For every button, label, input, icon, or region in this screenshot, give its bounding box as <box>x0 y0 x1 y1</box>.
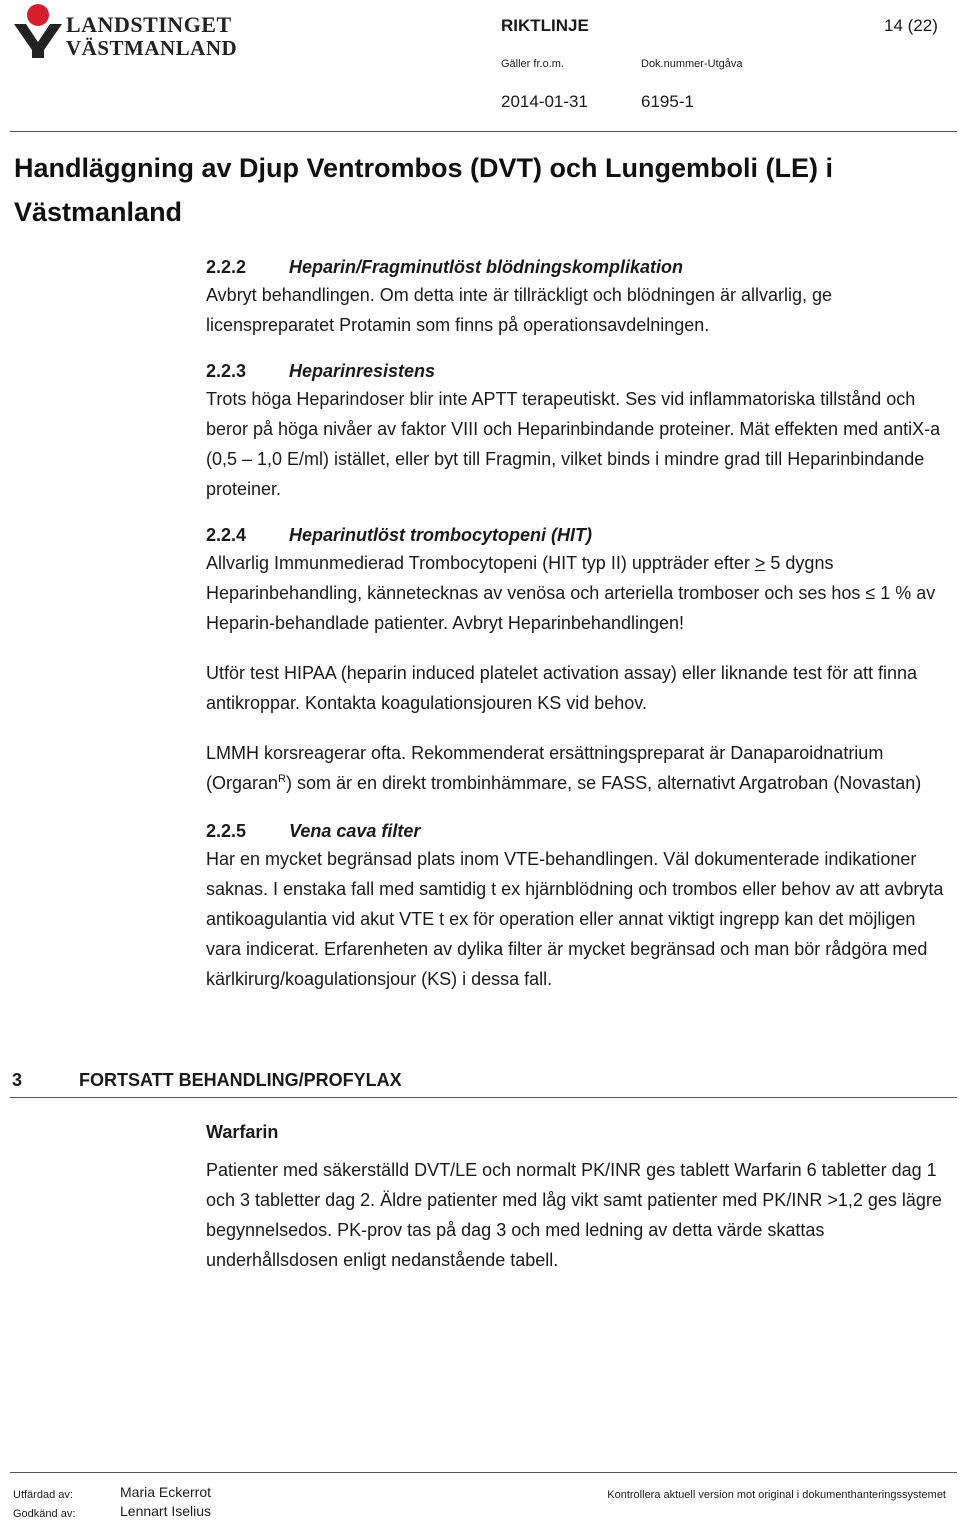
org-name-line1: LANDSTINGET <box>66 12 232 37</box>
chapter-number: 3 <box>12 1070 23 1090</box>
section-number: 2.2.3 <box>206 361 247 381</box>
chapter-title: FORTSATT BEHANDLING/PROFYLAX <box>79 1070 402 1090</box>
registered-superscript: R <box>278 773 286 785</box>
section-2-2-3-text: Trots höga Heparindoser blir inte APTT terapeutiskt. Ses vid inflammatoriska tillstånd och beror på höga nivåer av faktor VIII och Heparinbindande proteiner. Mät effekten med antiX-a (0,5 – 1,0 E/ml) istället, eller byt till Fragmin, vilket binds i mindre grad till Heparinbindande proteiner. <box>206 389 941 499</box>
section-2-2-4-para1 <box>206 548 951 638</box>
section-title: Heparinresistens <box>289 361 436 381</box>
issued-by-name: Maria Eckerrot <box>120 1484 212 1500</box>
page-title: Handläggning av Djup Ventrombos (DVT) och Lungemboli (LE) i Västmanland <box>14 153 833 227</box>
footer-divider <box>10 1472 957 1473</box>
section-2-2-2-heading <box>206 254 951 280</box>
doc-number: 6195-1 <box>641 92 694 111</box>
chapter-3-heading <box>12 1070 402 1091</box>
section-content <box>206 254 951 994</box>
header-divider <box>10 131 957 132</box>
section-title: Heparin/Fragminutlöst blödningskomplikation <box>289 257 684 277</box>
para-text: LMMH korsreagerar ofta. Rekommenderat ersättningspreparat är Danaparoidnatrium (Orgaran <box>206 743 884 793</box>
valid-from-label: Gäller fr.o.m. <box>501 58 564 70</box>
valid-from-date: 2014-01-31 <box>501 92 588 111</box>
warfarin-heading: Warfarin <box>206 1122 279 1142</box>
section-number: 2.2.2 <box>206 257 247 277</box>
para-text: ) som är en direkt trombinhämmare, se FASS, alternativt Argatroban (Novastan) <box>285 773 922 793</box>
section-2-2-2-text: Avbryt behandlingen. Om detta inte är tillräckligt och blödningen är allvarlig, ge licenspreparatet Protamin som finns på operationsavdelningen. <box>206 285 833 335</box>
section-2-2-5-heading <box>206 818 951 844</box>
section-2-2-4-para2: Utför test HIPAA (heparin induced platelet activation assay) eller liknande test för att finna antikroppar. Kontakta koagulationsjouren KS vid behov. <box>206 663 918 713</box>
org-name-line2: VÄSTMANLAND <box>66 36 238 60</box>
section-2-2-3-heading <box>206 358 951 384</box>
para-text: Allvarlig Immunmedierad Trombocytopeni (HIT typ II) uppträder efter <box>206 553 755 573</box>
logo-mark-icon <box>12 2 64 58</box>
version-notice: Kontrollera aktuell version mot original i dokumenthanteringssystemet <box>607 1489 946 1501</box>
section-number: 2.2.4 <box>206 525 247 545</box>
section-2-2-5-text: Har en mycket begränsad plats inom VTE-behandlingen. Väl dokumenterade indikationer saknas. I enstaka fall med samtidig t ex hjärnblödning och trombos eller behov av att avbryta antikoagulantia vid akut VTE t ex för operation eller annat viktigt ingrepp kan det möjligen vara indicerat. Erfarenheten av dylika filter är mycket begränsad och man bör rådgöra med kärlkirurg/koagulationsjour (KS) i dessa fall. <box>206 849 944 989</box>
approved-by-name: Lennart Iselius <box>120 1503 212 1519</box>
warfarin-text: Patienter med säkerställd DVT/LE och normalt PK/INR ges tablett Warfarin 6 tabletter dag 1 och 3 tabletter dag 2. Äldre patienter med låg vikt samt patienter med PK/INR >1,2 ges lägre begynnelsedos. PK-prov tas på dag 3 och med ledning av detta värde skattas underhållsdosen enligt nedanstående tabell. <box>206 1160 942 1270</box>
logo <box>12 2 238 60</box>
approved-by-label: Godkänd av: <box>13 1508 76 1520</box>
page-number: 14 (22) <box>884 16 938 35</box>
section-2-2-4-para3 <box>206 738 951 798</box>
section-title: Heparinutlöst trombocytopeni (HIT) <box>289 525 592 545</box>
chapter-divider <box>10 1097 957 1098</box>
para-text: 5 dygns Heparinbehandling, kännetecknas av venösa och arteriella tromboser och ses hos ≤ 1 % av Heparin-behandlade patienter. Avbryt Heparinbehandlingen! <box>206 553 936 633</box>
doc-number-label: Dok.nummer-Utgåva <box>641 58 743 70</box>
doc-type: RIKTLINJE <box>501 16 589 35</box>
greater-equal-sign: > <box>754 553 766 573</box>
issued-by-label: Utfärdad av: <box>13 1489 73 1501</box>
section-title: Vena cava filter <box>289 821 421 841</box>
section-number: 2.2.5 <box>206 821 247 841</box>
section-2-2-4-heading <box>206 522 951 548</box>
